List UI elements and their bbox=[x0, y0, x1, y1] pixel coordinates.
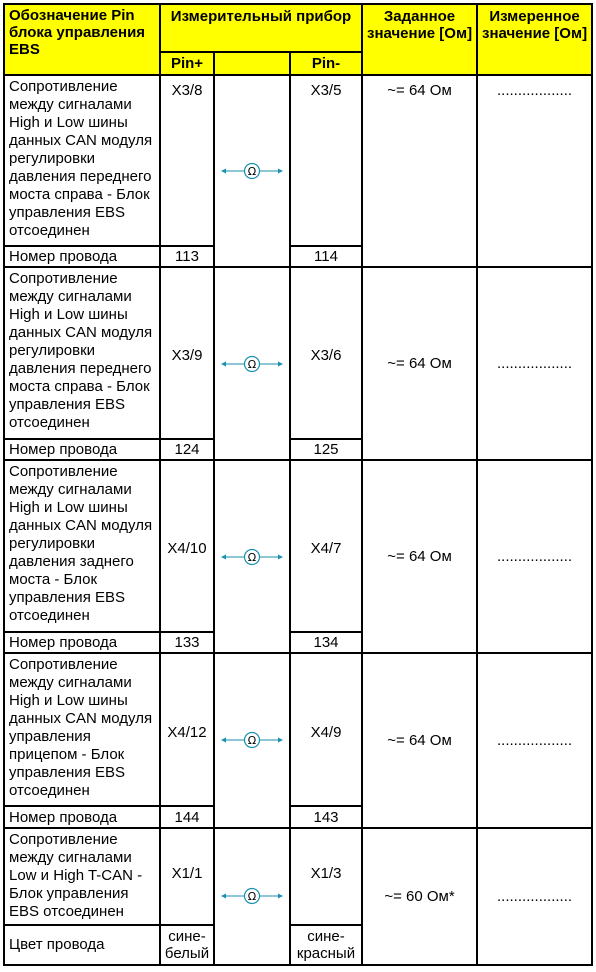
header-pin-plus: Pin+ bbox=[160, 52, 214, 74]
ohmmeter-icon bbox=[219, 354, 285, 374]
pin-minus-cell: X3/6 bbox=[290, 267, 362, 439]
wire-label: Номер провода bbox=[4, 806, 160, 827]
ohmmeter-icon bbox=[219, 547, 285, 567]
measured-cell bbox=[477, 267, 592, 460]
measured-cell bbox=[477, 828, 592, 965]
ohmmeter-icon bbox=[219, 161, 285, 181]
wire-label: Номер провода bbox=[4, 246, 160, 267]
row-description: Сопротивление между сигналами High и Low шины данных CAN модуля регулировки давления переднего моста справа - Блок управления EBS отсоединен bbox=[4, 267, 160, 439]
setpoint-cell: ~= 64 Ом bbox=[362, 460, 477, 653]
table-row bbox=[4, 75, 592, 247]
pin-minus-cell: X1/3 bbox=[290, 828, 362, 925]
row-description: Сопротивление между сигналами High и Low шины данных CAN модуля регулировки давления заднего моста - Блок управления EBS отсоединен bbox=[4, 460, 160, 632]
measured-cell bbox=[477, 460, 592, 653]
table-row bbox=[4, 653, 592, 806]
meter-cell bbox=[214, 460, 290, 653]
svg-text:Ω: Ω bbox=[247, 165, 257, 179]
pin-plus-cell: X4/12 bbox=[160, 653, 214, 806]
wire-plus: 113 bbox=[160, 246, 214, 267]
wire-minus: 125 bbox=[290, 439, 362, 460]
pin-plus-cell: X3/9 bbox=[160, 267, 214, 439]
measured-placeholder: .................. bbox=[497, 355, 573, 373]
measured-placeholder: .................. bbox=[497, 731, 573, 749]
wire-label: Номер провода bbox=[4, 632, 160, 653]
measured-placeholder: .................. bbox=[497, 81, 573, 99]
wire-minus: 134 bbox=[290, 632, 362, 653]
setpoint-cell: ~= 64 Ом bbox=[362, 267, 477, 460]
header-measured: Измеренное значение [Ом] bbox=[477, 4, 592, 75]
header-pin-designation: Обозначение Pin блока управления EBS bbox=[4, 4, 160, 75]
header-measuring-device: Измерительный прибор bbox=[160, 4, 362, 52]
svg-text:Ω: Ω bbox=[247, 890, 257, 904]
wire-minus: 143 bbox=[290, 806, 362, 827]
meter-cell bbox=[214, 653, 290, 828]
wire-minus: сине-красный bbox=[290, 925, 362, 965]
row-description: Сопротивление между сигналами High и Low шины данных CAN модуля управления прицепом - Блок управления EBS отсоединен bbox=[4, 653, 160, 806]
ohmmeter-icon bbox=[219, 886, 285, 906]
header-pin-minus: Pin- bbox=[290, 52, 362, 74]
wire-label: Номер провода bbox=[4, 439, 160, 460]
svg-text:Ω: Ω bbox=[247, 734, 257, 748]
measured-cell bbox=[477, 653, 592, 828]
table-row bbox=[4, 828, 592, 925]
header-row bbox=[4, 4, 592, 52]
wire-plus: 144 bbox=[160, 806, 214, 827]
setpoint-cell: ~= 64 Ом bbox=[362, 653, 477, 828]
svg-text:Ω: Ω bbox=[247, 550, 257, 564]
svg-text:Ω: Ω bbox=[247, 357, 257, 371]
row-description: Сопротивление между сигналами Low и High T-CAN - Блок управления EBS отсоединен bbox=[4, 828, 160, 925]
setpoint-cell: ~= 64 Ом bbox=[362, 75, 477, 268]
pin-minus-cell: X4/9 bbox=[290, 653, 362, 806]
table-row bbox=[4, 460, 592, 632]
wire-plus: 124 bbox=[160, 439, 214, 460]
table-row bbox=[4, 267, 592, 439]
ohmmeter-icon bbox=[219, 730, 285, 750]
meter-cell bbox=[214, 267, 290, 460]
setpoint-cell: ~= 60 Ом* bbox=[362, 828, 477, 965]
measured-placeholder: .................. bbox=[497, 887, 573, 905]
pin-plus-cell: X3/8 bbox=[160, 75, 214, 247]
measurement-table bbox=[3, 3, 593, 966]
wire-label: Цвет провода bbox=[4, 925, 160, 965]
meter-cell bbox=[214, 828, 290, 965]
pin-plus-cell: X1/1 bbox=[160, 828, 214, 925]
meter-cell bbox=[214, 75, 290, 268]
header-setpoint: Заданное значение [Ом] bbox=[362, 4, 477, 75]
measured-cell bbox=[477, 75, 592, 268]
pin-plus-cell: X4/10 bbox=[160, 460, 214, 632]
wire-plus: 133 bbox=[160, 632, 214, 653]
wire-plus: сине-белый bbox=[160, 925, 214, 965]
header-meter-blank bbox=[214, 52, 290, 74]
measured-placeholder: .................. bbox=[497, 548, 573, 566]
pin-minus-cell: X4/7 bbox=[290, 460, 362, 632]
pin-minus-cell: X3/5 bbox=[290, 75, 362, 247]
row-description: Сопротивление между сигналами High и Low шины данных CAN модуля регулировки давления переднего моста справа - Блок управления EBS отсоединен bbox=[4, 75, 160, 247]
wire-minus: 114 bbox=[290, 246, 362, 267]
